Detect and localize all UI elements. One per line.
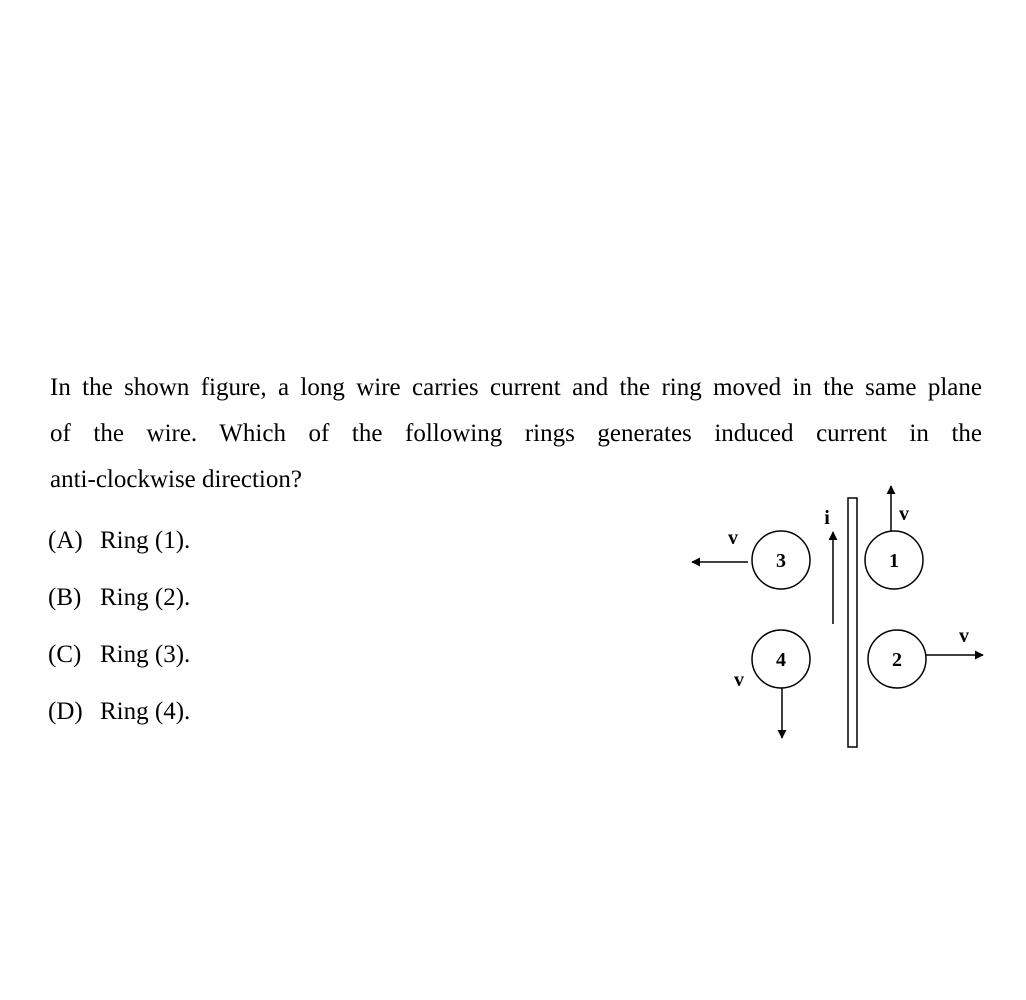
- ring-4-label: 4: [776, 649, 786, 671]
- current-label: i: [824, 507, 830, 529]
- question-line-3: anti-clockwise direction?: [50, 466, 302, 493]
- option-c[interactable]: [48, 626, 190, 683]
- question-line-2: of the wire. Which of the following rings generates induced current in the: [50, 420, 982, 447]
- question-line-1: In the shown figure, a long wire carries current and the ring moved in the same plane: [50, 374, 982, 401]
- option-a[interactable]: [48, 512, 190, 569]
- ring-1-velocity-label: v: [899, 503, 909, 525]
- ring-4: [734, 630, 810, 738]
- option-key: (D): [48, 698, 83, 725]
- ring-2-velocity-label: v: [959, 625, 969, 647]
- ring-3-label: 3: [776, 550, 786, 572]
- option-b[interactable]: [48, 569, 190, 626]
- option-text: Ring (3).: [100, 641, 191, 668]
- ring-1-label: 1: [889, 550, 899, 572]
- wire-ring-figure: [680, 478, 1000, 768]
- ring-4-velocity-label: v: [734, 669, 744, 691]
- option-text: Ring (1).: [100, 527, 191, 554]
- ring-3-velocity-label: v: [728, 527, 738, 549]
- answer-options: [48, 512, 190, 740]
- ring-1: [865, 486, 923, 589]
- ring-2: [868, 625, 983, 688]
- long-wire: [848, 498, 857, 747]
- option-key: (B): [48, 584, 82, 611]
- option-d[interactable]: [48, 683, 190, 740]
- ring-2-label: 2: [892, 649, 902, 671]
- option-key: (C): [48, 641, 82, 668]
- ring-3: [692, 527, 810, 589]
- option-text: Ring (2).: [100, 584, 191, 611]
- option-text: Ring (4).: [100, 698, 191, 725]
- option-key: (A): [48, 527, 83, 554]
